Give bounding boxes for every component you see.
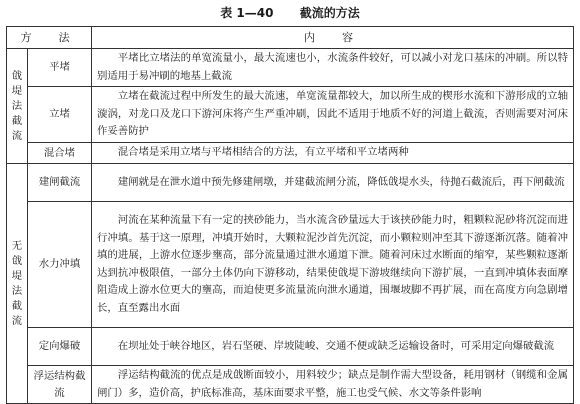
table-title: 截流的方法: [299, 6, 360, 20]
header-content: 内 容: [92, 27, 574, 49]
table-number: 表 1—40: [220, 6, 274, 20]
table-row: [7, 49, 574, 87]
method-cell: 浮运结构截流: [28, 366, 92, 404]
content-cell: 河流在某种流量下有一定的挟砂能力，当水流含砂量远大于该挟砂能力时，粗颗粒泥砂将沉淀而进行冲填。基于这一原理，冲填开始时，大颗粒泥沙首先沉淀，而小颗粒则冲至其下游逐渐沉落。随着冲填的进展，上游水位逐步壅高，部分流量通过泄水通道下泄。随着河床过水断面的缩窄，某些颗粒逐渐达到抗冲极限值，一部分土体仍向下游移动，结果使戗堤下游坡继续向下游扩展，一直到冲填体表面摩阻造成上游水位更大的壅高，而迫使更多流量流向泄水通道，围堰坡脚不再扩展，而在高度方向急剧增长，直至露出水面: [92, 202, 574, 328]
category-label: 戗堤法截流: [11, 69, 23, 142]
content-cell: 混合堵是采用立堵与平堵相结合的方法，有立平堵和平立堵两种: [92, 143, 574, 164]
table-row: [7, 366, 574, 404]
table-row: [7, 143, 574, 164]
category-cell: [7, 164, 28, 404]
method-cell: 水力冲填: [28, 202, 92, 328]
table-row: [7, 87, 574, 143]
table-row: [7, 164, 574, 202]
content-cell: 在坝址处于峡谷地区，岩石坚硬、岸坡陡峻、交通不便或缺乏运输设备时，可采用定向爆破截流: [92, 328, 574, 366]
methods-table: [6, 26, 574, 404]
method-cell: 平堵: [28, 49, 92, 87]
category-cell: [7, 49, 28, 164]
table-row: [7, 328, 574, 366]
header-method: 方 法: [7, 27, 92, 49]
content-cell: 平堵比立堵法的单宽流量小，最大流速也小，水流条件较好，可以减小对龙口基床的冲刷。所以特别适用于易冲刷的地基上截流: [92, 49, 574, 87]
content-cell: 建闸就是在泄水道中预先修建闸墩，并建截流闸分流，降低戗堤水头，待抛石截流后，再下闸截流: [92, 164, 574, 202]
category-label: 无戗堤法截流: [11, 239, 23, 327]
table-row: [7, 202, 574, 328]
method-cell: 建闸截流: [28, 164, 92, 202]
table-caption: [0, 0, 580, 26]
method-cell: 立堵: [28, 87, 92, 143]
method-cell: 定向爆破: [28, 328, 92, 366]
header-row: [7, 27, 574, 49]
content-cell: 浮运结构截流的优点是成戗断面较小，用料较少；缺点是制作需大型设备，耗用钢材（钢缆和金属闸门）多，造价高，护底标准高，基床面要求平整，施工也受气候、水文等条件影响: [92, 366, 574, 404]
content-cell: 立堵在截流过程中所发生的最大流速，单宽流量都较大，加以所生成的楔形水流和下游形成的立轴漩涡，对龙口及龙口下游河床将产生严重冲刷，因此不适用于地质不好的河道上截流，否则需要对河床作妥善防护: [92, 87, 574, 143]
method-cell: 混合堵: [28, 143, 92, 164]
